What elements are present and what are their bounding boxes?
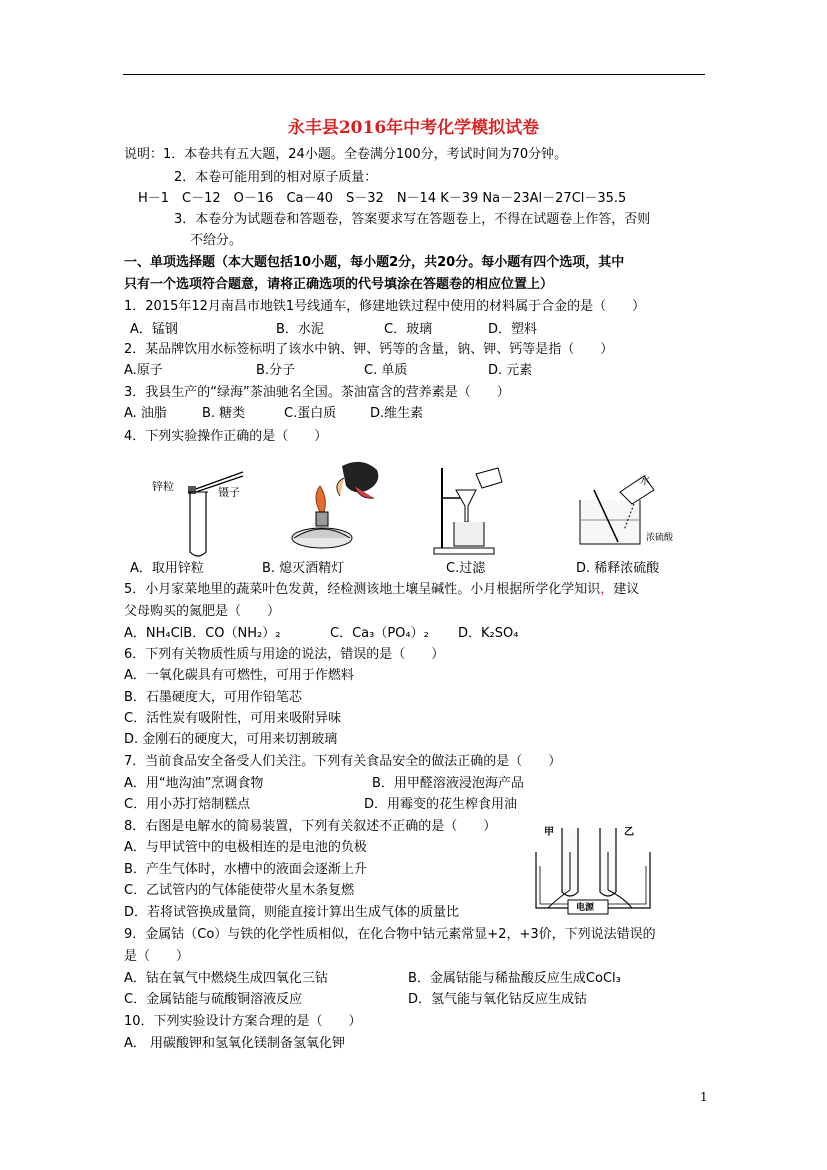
label-acid: 浓硫酸: [646, 533, 674, 543]
q3-option-d: D.维生素: [370, 406, 424, 421]
q7-option-a: A．用“地沟油”烹调食物: [124, 776, 264, 791]
q3-stem: 3．我县生产的“绿海”茶油驰名全国。茶油富含的营养素是（ ）: [124, 385, 510, 400]
q8-option-a: A．与甲试管中的电极相连的是电池的负极: [124, 840, 367, 855]
q4-option-b: B. 熄灭酒精灯: [262, 561, 345, 576]
q1-option-d: D．塑料: [488, 322, 538, 337]
q3-option-b: B. 糖类: [202, 406, 246, 421]
q5-stem-text-b: 建议: [613, 582, 640, 597]
q8-option-c: C．乙试管内的气体能使带火星木条复燃: [124, 883, 355, 898]
q5-option-c: C．Ca₃（PO₄）₂: [330, 626, 429, 641]
q2-option-b: B.分子: [256, 363, 296, 378]
q3-option-a: A. 油脂: [124, 406, 167, 421]
q5-option-d: D．K₂SO₄: [458, 626, 519, 641]
label-tweezer: 镊子: [218, 486, 240, 499]
figure-alcohol-lamp: [282, 456, 392, 556]
atomic-masses: H－1 C－12 O－16 Ca－40 S－32 N－14 K－39 Na－23Al－27Cl－35.5: [138, 191, 627, 206]
page-number: 1: [700, 1090, 708, 1104]
q6-stem: 6．下列有关物质性质与用途的说法，错误的是（ ）: [124, 647, 445, 662]
q8-stem: 8．右图是电解水的简易装置，下列有关叙述不正确的是（ ）: [124, 819, 497, 834]
q5-option-ab: A．NH₄ClB．CO（NH₂）₂: [124, 626, 281, 641]
q4-stem: 4．下列实验操作正确的是（ ）: [124, 429, 328, 444]
q7-option-c: C．用小苏打焙制糕点: [124, 797, 251, 812]
q6-option-a: A．一氧化碳具有可燃性，可用于作燃料: [124, 668, 354, 683]
q1-stem: 1．2015年12月南昌市地铁1号线通车，修建地铁过程中使用的材料属于合金的是（ ）: [124, 299, 646, 314]
figure-zinc-tube: [148, 460, 268, 560]
q1-option-a: A．锰钢: [130, 322, 178, 337]
q5-stem-line1: [124, 581, 639, 599]
q4-option-a: A．取用锌粒: [130, 561, 204, 576]
q6-option-c: C．活性炭有吸附性，可用来吸附异味: [124, 711, 342, 726]
q5-stem-text: 5．小月家菜地里的蔬菜叶色发黄，经检测该地土壤呈碱性。小月根据所学化学知识: [124, 582, 601, 597]
label-zinc: 锌粒: [152, 480, 174, 493]
q1-option-c: C．玻璃: [384, 322, 433, 337]
q9-option-c: C．金属钴能与硫酸铜溶液反应: [124, 992, 303, 1007]
label-water: 水: [640, 476, 650, 487]
q2-option-d: D. 元素: [488, 363, 533, 378]
q9-option-b: B．金属钴能与稀盐酸反应生成CoCl₃: [408, 971, 621, 986]
q8-option-d: D．若将试管换成量筒，则能直接计算出生成气体的质量比: [124, 905, 460, 920]
q9-option-d: D．氢气能与氧化钴反应生成钴: [408, 992, 588, 1007]
note-2: 2．本卷可能用到的相对原子质量：: [174, 170, 378, 185]
header-rule: [123, 74, 705, 75]
q1-option-b: B．水泥: [276, 322, 324, 337]
note-3-cont: 不给分。: [190, 233, 243, 248]
q10-option-a: A． 用碳酸钾和氢氧化镁制备氢氧化钾: [124, 1036, 346, 1051]
label-yi: 乙: [624, 827, 634, 838]
q9-stem-line1: 9．金属钴（Co）与铁的化学性质相似，在化合物中钴元素常显+2，+3价，下列说法错误的: [124, 927, 656, 942]
q8-option-b: B．产生气体时，水槽中的液面会逐渐上升: [124, 862, 367, 877]
q5-stem-line2: 父母购买的氮肥是（ ）: [124, 604, 281, 619]
q6-option-b: B．石墨硬度大，可用作铅笔芯: [124, 690, 302, 705]
q9-option-a: A．钴在氧气中燃烧生成四氧化三钴: [124, 971, 328, 986]
note-3: 3．本卷分为试题卷和答题卷，答案要求写在答题卷上，不得在试题卷上作答，否则: [174, 212, 651, 227]
q7-option-b: B．用甲醛溶液浸泡海产品: [372, 776, 524, 791]
section-1-heading-cont: 只有一个选项符合题意，请将正确选项的代号填涂在答题卷的相应位置上）: [124, 277, 554, 292]
note-1: 说明：1．本卷共有五大题，24小题。全卷满分100分，考试时间为70分钟。: [124, 147, 568, 162]
q4-option-c: C.过滤: [446, 561, 486, 576]
q10-stem: 10．下列实验设计方案合理的是（ ）: [124, 1014, 362, 1029]
q9-stem-line2: 是（ ）: [124, 949, 190, 964]
q4-option-d: D. 稀释浓硫酸: [576, 561, 660, 576]
q6-option-d: D. 金刚石的硬度大，可用来切割玻璃: [124, 732, 338, 747]
exam-title: 永丰县2016年中考化学模拟试卷: [287, 118, 540, 138]
label-power: 电源: [576, 903, 595, 913]
figure-filtration: [432, 464, 512, 556]
q7-stem: 7．当前食品安全备受人们关注。下列有关食品安全的做法正确的是（ ）: [124, 754, 562, 769]
label-jia: 甲: [544, 827, 554, 838]
q2-option-a: A.原子: [124, 363, 163, 378]
q2-option-c: C. 单质: [364, 363, 408, 378]
q7-option-d: D．用霉变的花生榨食用油: [364, 797, 518, 812]
section-1-heading: 一、单项选择题（本大题包括10小题，每小题2分，共20分。每小题有四个选项，其中: [124, 255, 625, 270]
q2-stem: 2．某品牌饮用水标签标明了该水中钠、钾、钙等的含量，钠、钾、钙等是指（ ）: [124, 342, 614, 357]
q5-comma: ，: [600, 582, 614, 597]
q3-option-c: C.蛋白质: [284, 406, 337, 421]
